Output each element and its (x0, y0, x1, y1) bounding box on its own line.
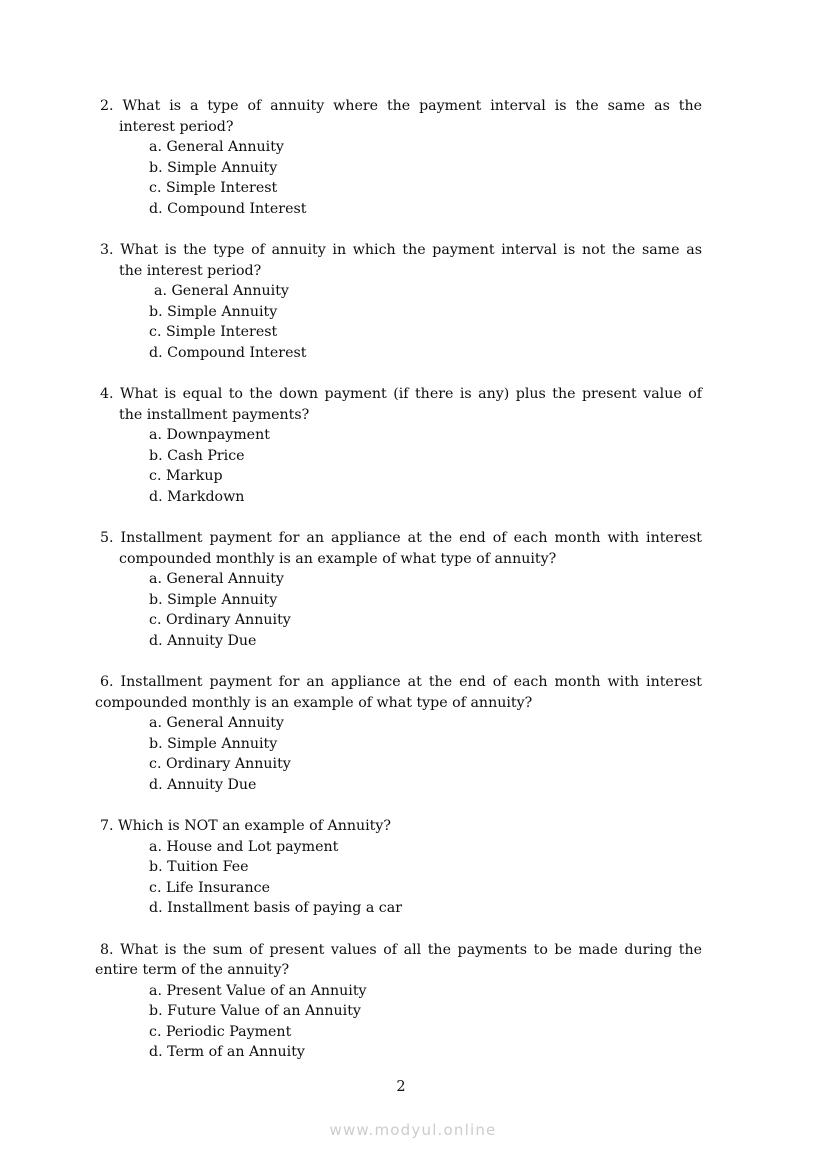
question-3-text-line-2: the interest period? (119, 262, 262, 279)
question-3-text-line-1: 3. What is the type of annuity in which the payment interval is not the same as (100, 242, 702, 258)
question-7-option-c: c. Life Insurance (149, 879, 270, 896)
question-2-text-line-2: interest period? (119, 118, 234, 135)
question-7 (100, 816, 702, 919)
question-4-option-d: d. Markdown (149, 488, 245, 505)
question-4-text-line-2: the installment payments? (119, 406, 310, 423)
question-8-option-c: c. Periodic Payment (149, 1023, 292, 1040)
question-3-option-a: a. General Annuity (154, 283, 289, 299)
question-7-option-d: d. Installment basis of paying a car (149, 900, 402, 916)
question-6-text-line-2: compounded monthly is an example of what type of annuity? (95, 694, 533, 711)
question-5-option-b: b. Simple Annuity (149, 591, 278, 608)
question-8-option-a: a. Present Value of an Annuity (149, 982, 367, 999)
question-3-option-c: c. Simple Interest (149, 324, 278, 340)
question-8 (95, 940, 702, 1063)
question-2-option-c: c. Simple Interest (149, 180, 278, 196)
question-list (95, 96, 702, 1084)
question-5-text-line-1: 5. Installment payment for an appliance at the end of each month with interest (100, 530, 702, 546)
question-6-option-a: a. General Annuity (149, 715, 284, 731)
question-8-option-d: d. Term of an Annuity (149, 1044, 305, 1060)
question-4-text-line-1: 4. What is equal to the down payment (if there is any) plus the present value of (100, 386, 702, 402)
question-4-option-c: c. Markup (149, 468, 223, 484)
question-6-option-b: b. Simple Annuity (149, 735, 278, 752)
question-3 (100, 240, 702, 363)
question-2-text-line-1: 2. What is a type of annuity where the payment interval is the same as the (100, 98, 702, 114)
question-6-option-d: d. Annuity Due (149, 776, 257, 793)
question-7-option-b: b. Tuition Fee (149, 859, 249, 875)
question-2-option-a: a. General Annuity (149, 139, 284, 155)
question-8-text-line-1: 8. What is the sum of present values of all the payments to be made during the (100, 941, 702, 958)
question-5-option-a: a. General Annuity (149, 571, 284, 587)
question-6-text-line-1: 6. Installment payment for an appliance at the end of each month with interest (100, 674, 702, 690)
question-3-option-d: d. Compound Interest (149, 344, 307, 361)
question-2-option-b: b. Simple Annuity (149, 159, 278, 176)
question-7-text-line-1: 7. Which is NOT an example of Annuity? (100, 818, 392, 834)
question-5 (100, 528, 702, 651)
question-8-text-line-2: entire term of the annuity? (95, 962, 290, 978)
question-5-option-c: c. Ordinary Annuity (149, 612, 291, 628)
question-4-option-b: b. Cash Price (149, 447, 245, 464)
question-6 (95, 672, 702, 795)
question-4 (100, 384, 702, 507)
question-2-option-d: d. Compound Interest (149, 200, 307, 217)
question-5-text-line-2: compounded monthly is an example of what type of annuity? (119, 550, 557, 567)
question-8-option-b: b. Future Value of an Annuity (149, 1003, 361, 1019)
question-6-option-c: c. Ordinary Annuity (149, 756, 291, 772)
question-2 (100, 96, 702, 219)
question-5-option-d: d. Annuity Due (149, 632, 257, 649)
question-4-option-a: a. Downpayment (149, 427, 270, 443)
question-7-option-a: a. House and Lot payment (149, 838, 339, 855)
watermark-text: www.modyul.online (329, 1121, 497, 1139)
question-3-option-b: b. Simple Annuity (149, 303, 278, 320)
page-number: 2 (396, 1079, 406, 1095)
